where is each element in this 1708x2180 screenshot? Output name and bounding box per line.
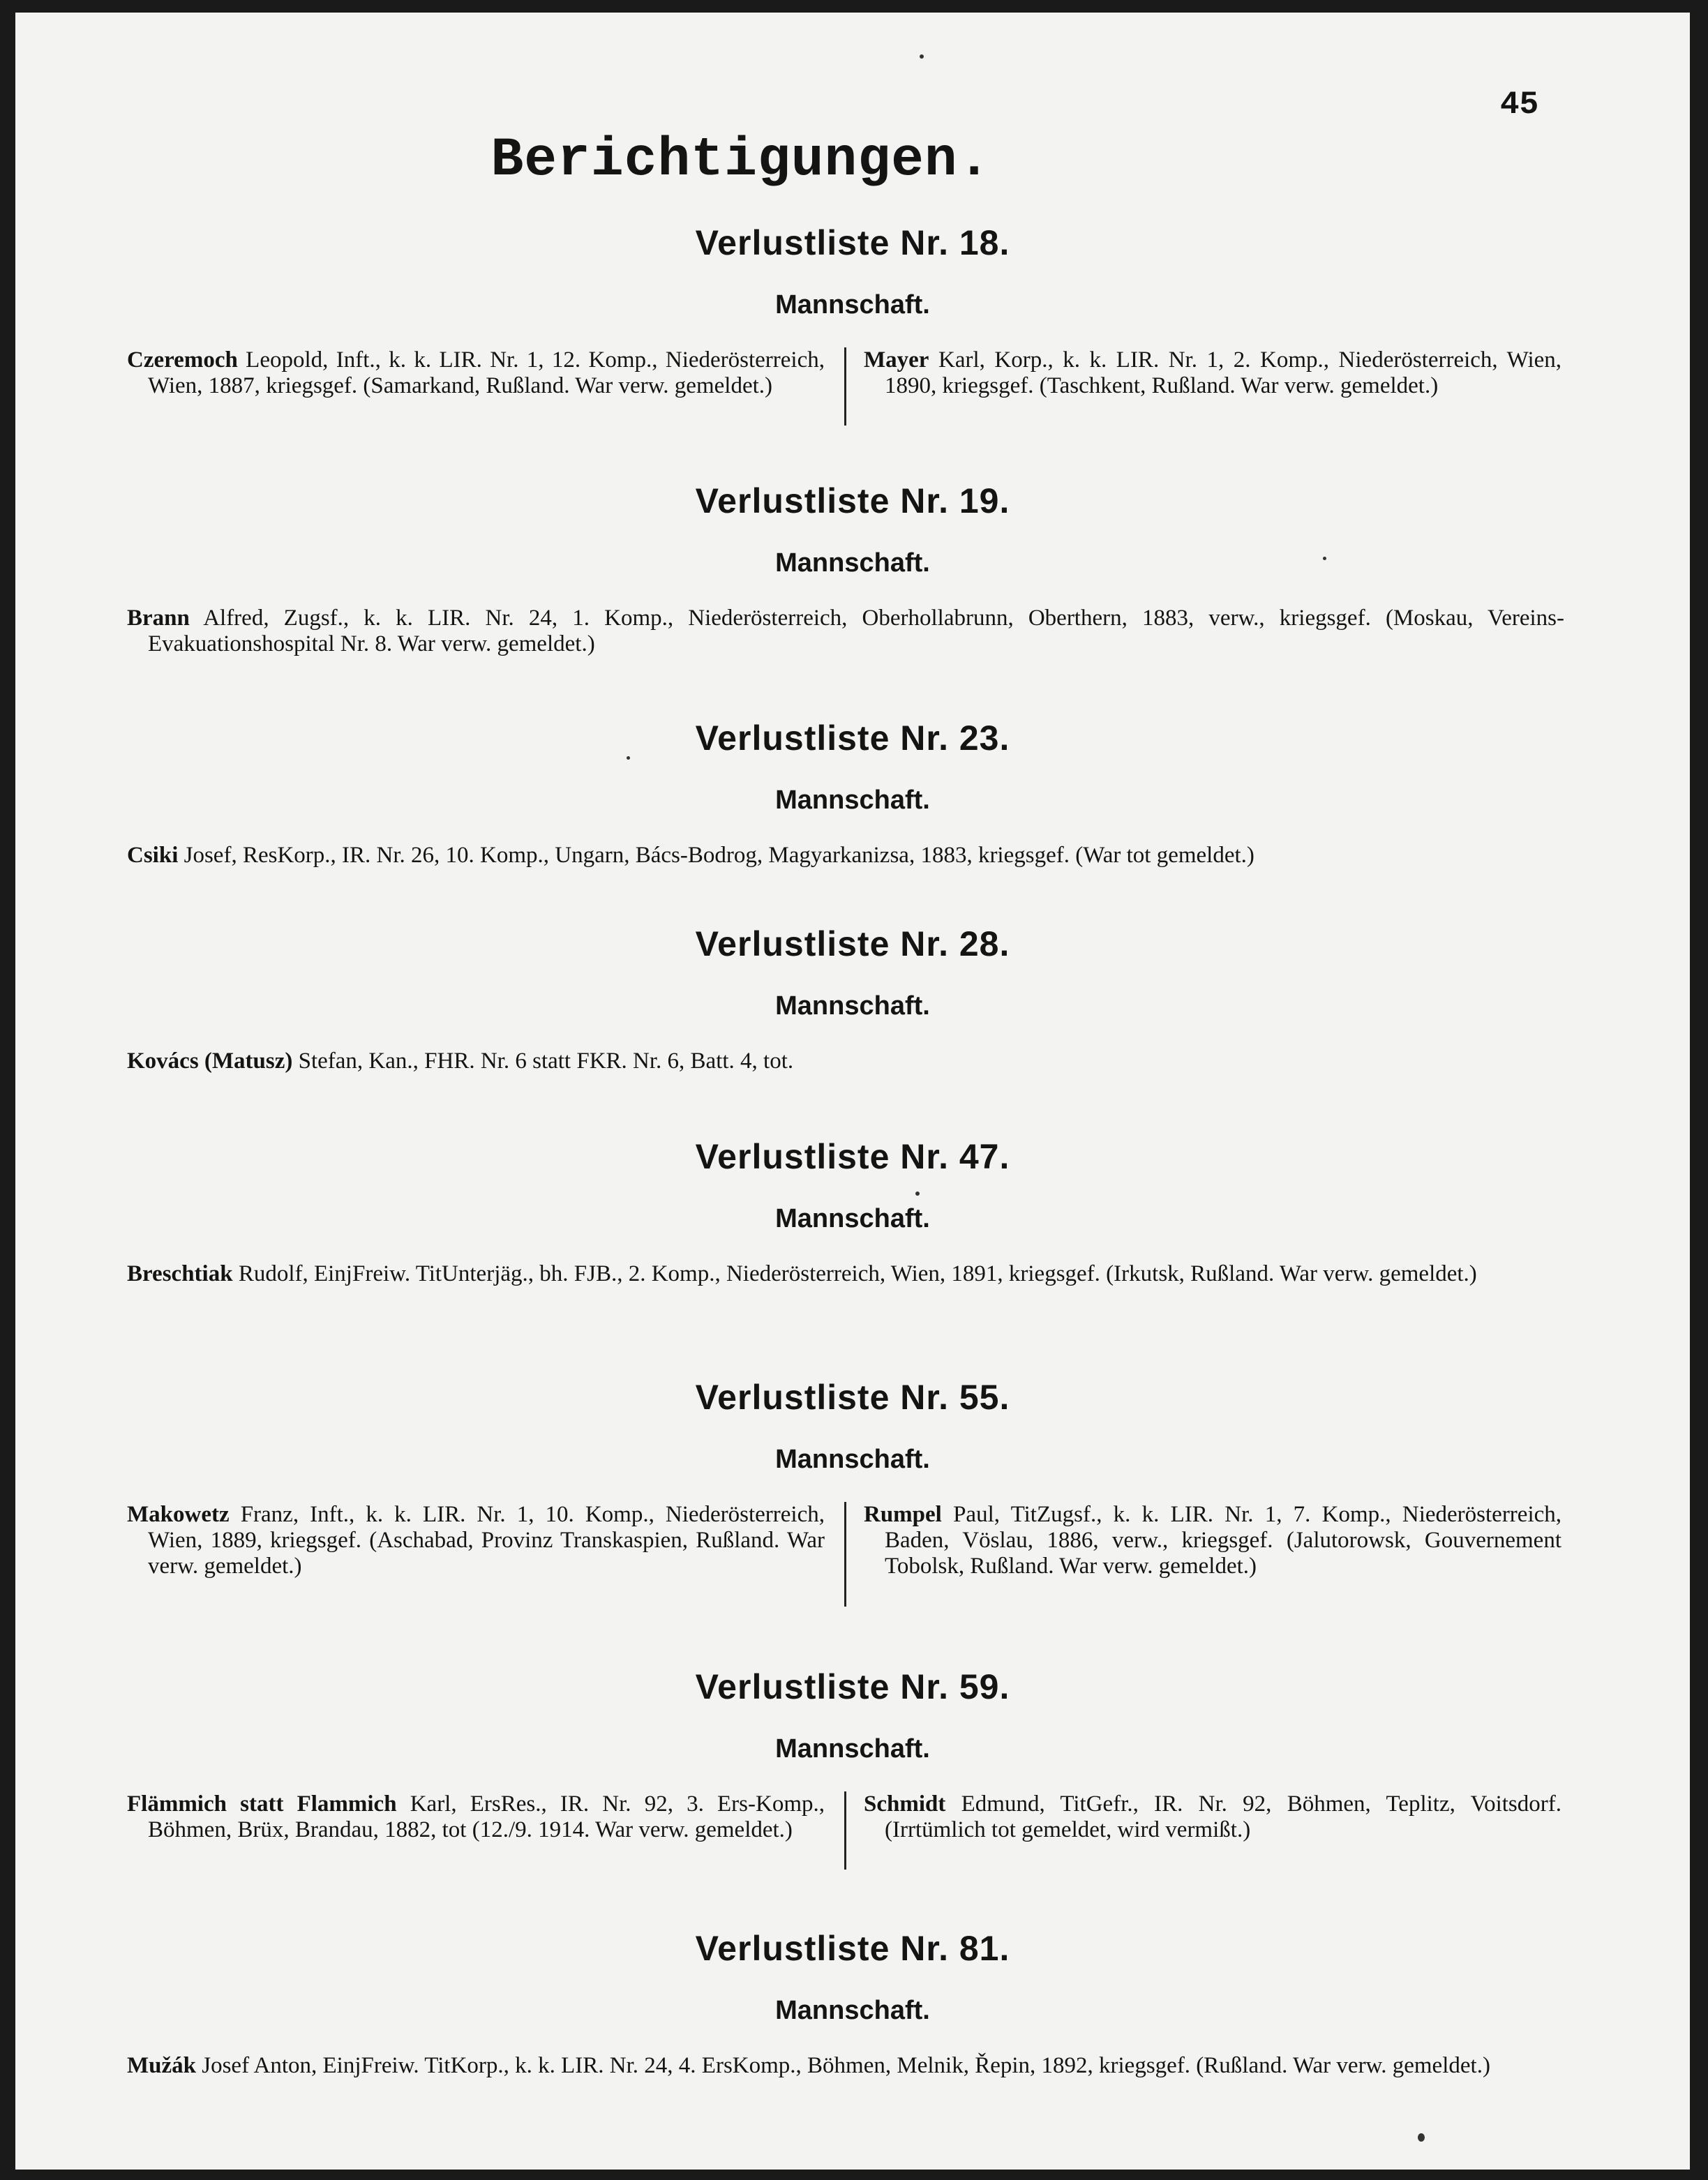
scan-speck bbox=[915, 1192, 920, 1196]
entries bbox=[15, 347, 1690, 431]
document-page bbox=[15, 13, 1690, 2170]
entry-text: Paul, TitZugsf., k. k. LIR. Nr. 1, 7. Komp., Niederösterreich, Baden, Vöslau, 1886, verw., kriegsgef. (Jalutorowsk, Gouvernement Tobolsk, Rußland. War verw. gemeldet.) bbox=[885, 1502, 1562, 1579]
entry-name: Makowetz bbox=[127, 1502, 230, 1527]
subtitle: Mannschaft. bbox=[775, 991, 930, 1021]
entry bbox=[127, 2053, 1564, 2079]
subtitle: Mannschaft. bbox=[775, 290, 930, 320]
entry-text: Karl, ErsRes., IR. Nr. 92, 3. Ers-Komp., Böhmen, Brüx, Brandau, 1882, tot (12./9. 1914. War verw. gemeldet.) bbox=[148, 1791, 825, 1842]
column-divider bbox=[844, 347, 846, 426]
entry-text: Josef Anton, EinjFreiw. TitKorp., k. k. LIR. Nr. 24, 4. ErsKomp., Böhmen, Melnik, Řepin, 1892, kriegsgef. (Rußland. War verw. gemeldet.) bbox=[202, 2053, 1490, 2078]
entry-name: Breschtiak bbox=[127, 1261, 233, 1286]
entry-name: Flämmich statt Flammich bbox=[127, 1791, 397, 1817]
entry bbox=[864, 1502, 1561, 1579]
section-verlustliste-55 bbox=[15, 1376, 1690, 1586]
column-divider bbox=[844, 1791, 846, 1870]
entries bbox=[15, 1048, 1690, 1132]
subtitle: Mannschaft. bbox=[775, 1734, 930, 1764]
page-number: 45 bbox=[1500, 87, 1539, 123]
list-title: Verlustliste Nr. 19. bbox=[695, 481, 1010, 520]
section-verlustliste-18 bbox=[15, 222, 1690, 431]
section-verlustliste-59 bbox=[15, 1666, 1690, 1875]
entry-name: Kovács (Matusz) bbox=[127, 1048, 293, 1074]
section-verlustliste-28 bbox=[15, 923, 1690, 1132]
entry-text: Edmund, TitGefr., IR. Nr. 92, Böhmen, Teplitz, Voitsdorf. (Irrtümlich tot gemeldet, wird vermißt.) bbox=[885, 1791, 1561, 1842]
list-title: Verlustliste Nr. 55. bbox=[695, 1378, 1010, 1417]
section-verlustliste-23 bbox=[15, 717, 1690, 926]
list-title: Verlustliste Nr. 18. bbox=[695, 223, 1010, 262]
subtitle: Mannschaft. bbox=[775, 1445, 930, 1474]
entry bbox=[864, 1791, 1561, 1843]
section-verlustliste-19 bbox=[15, 480, 1690, 689]
subtitle: Mannschaft. bbox=[775, 785, 930, 815]
entry bbox=[127, 1791, 825, 1843]
entries bbox=[15, 1791, 1690, 1875]
section-verlustliste-47 bbox=[15, 1136, 1690, 1345]
list-title: Verlustliste Nr. 23. bbox=[695, 719, 1010, 758]
entries bbox=[15, 606, 1690, 689]
entries bbox=[15, 1502, 1690, 1586]
entry bbox=[127, 1502, 825, 1579]
entry-name: Mužák bbox=[127, 2053, 196, 2078]
entry bbox=[127, 843, 1564, 869]
entry-text: Josef, ResKorp., IR. Nr. 26, 10. Komp., Ungarn, Bács-Bodrog, Magyarkanizsa, 1883, kriegsgef. (War tot gemeldet.) bbox=[183, 843, 1254, 868]
entry-name: Brann bbox=[127, 606, 190, 631]
entry-name: Csiki bbox=[127, 843, 179, 868]
scan-speck bbox=[627, 756, 630, 760]
entry bbox=[127, 347, 825, 399]
page-title: Berichtigungen. bbox=[490, 130, 991, 191]
scan-speck bbox=[1418, 2133, 1425, 2142]
entry-text: Alfred, Zugsf., k. k. LIR. Nr. 24, 1. Komp., Niederösterreich, Oberhollabrunn, Oberthern, 1883, verw., kriegsgef. (Moskau, Vereins-Evakuationshospital Nr. 8. War verw. gemeldet.) bbox=[148, 606, 1564, 656]
subtitle: Mannschaft. bbox=[775, 1204, 930, 1233]
entries bbox=[15, 1261, 1690, 1345]
scan-speck bbox=[920, 54, 924, 59]
list-title: Verlustliste Nr. 47. bbox=[695, 1137, 1010, 1176]
entry bbox=[864, 347, 1561, 399]
entry-name: Mayer bbox=[864, 347, 929, 373]
entries bbox=[15, 2053, 1690, 2137]
entry-text: Rudolf, EinjFreiw. TitUnterjäg., bh. FJB., 2. Komp., Niederösterreich, Wien, 1891, kriegsgef. (Irkutsk, Rußland. War verw. gemeldet.) bbox=[238, 1261, 1477, 1286]
subtitle: Mannschaft. bbox=[775, 1996, 930, 2025]
entry-text: Franz, Inft., k. k. LIR. Nr. 1, 10. Komp., Niederösterreich, Wien, 1889, kriegsgef. (Aschabad, Provinz Transkaspien, Rußland. War verw. gemeldet.) bbox=[148, 1502, 825, 1579]
entry-name: Czeremoch bbox=[127, 347, 238, 373]
list-title: Verlustliste Nr. 81. bbox=[695, 1929, 1010, 1968]
entry bbox=[127, 606, 1564, 657]
subtitle: Mannschaft. bbox=[775, 548, 930, 578]
list-title: Verlustliste Nr. 28. bbox=[695, 924, 1010, 963]
entry-name: Rumpel bbox=[864, 1502, 942, 1527]
column-divider bbox=[844, 1502, 846, 1607]
entry bbox=[127, 1048, 1564, 1074]
entry-text: Stefan, Kan., FHR. Nr. 6 statt FKR. Nr. 6, Batt. 4, tot. bbox=[298, 1048, 794, 1074]
section-verlustliste-81 bbox=[15, 1927, 1690, 2137]
entry-text: Karl, Korp., k. k. LIR. Nr. 1, 2. Komp., Niederösterreich, Wien, 1890, kriegsgef. (Taschkent, Rußland. War verw. gemeldet.) bbox=[885, 347, 1562, 398]
list-title: Verlustliste Nr. 59. bbox=[695, 1667, 1010, 1706]
entry bbox=[127, 1261, 1564, 1287]
entry-text: Leopold, Inft., k. k. LIR. Nr. 1, 12. Komp., Niederösterreich, Wien, 1887, kriegsgef. (Samarkand, Rußland. War verw. gemeldet.) bbox=[148, 347, 825, 398]
entries bbox=[15, 843, 1690, 926]
scan-speck bbox=[1323, 557, 1326, 560]
entry-name: Schmidt bbox=[864, 1791, 946, 1817]
